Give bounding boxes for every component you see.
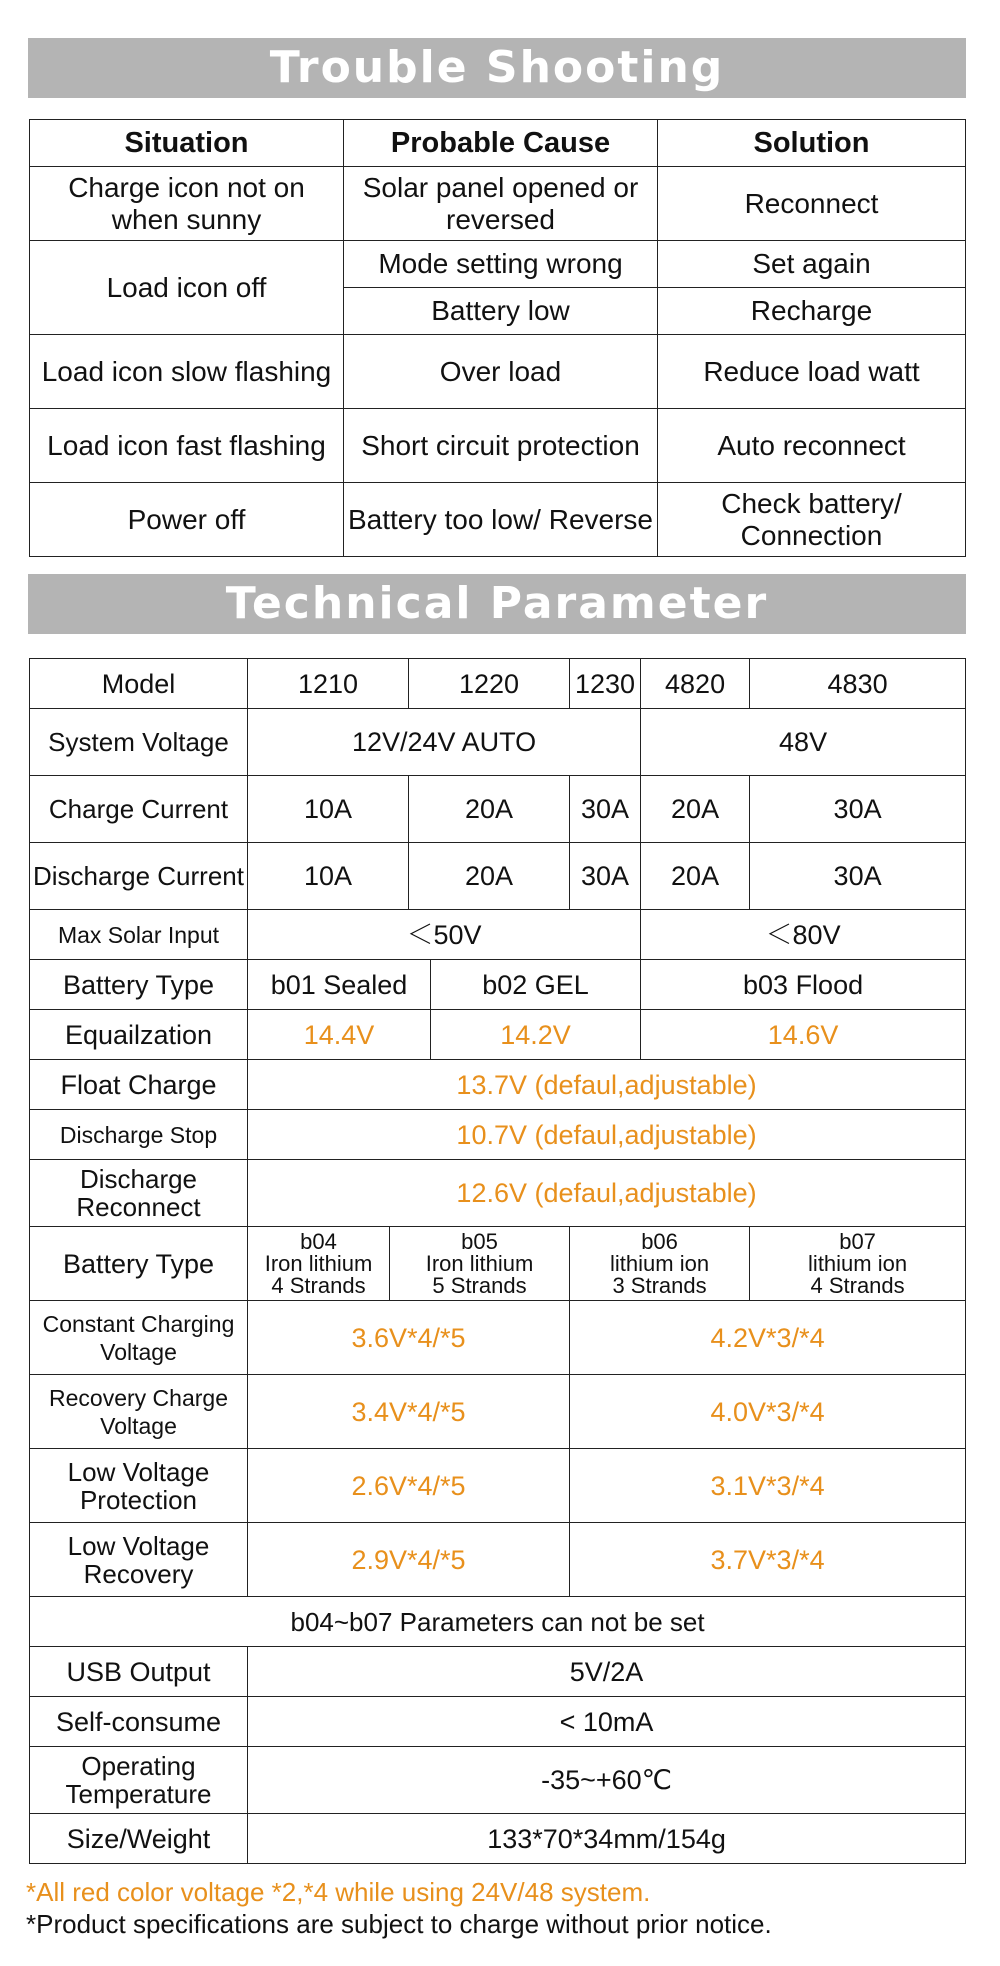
table-row-discharge-current (30, 843, 966, 910)
battery-strands: 4 Strands (271, 1272, 366, 1298)
table-row-operating-temperature (30, 1747, 966, 1814)
technical-parameter-title: Technical Parameter (28, 574, 966, 634)
table-row-model (30, 659, 966, 709)
charge-current-value: 20A (409, 776, 570, 843)
solution-cell: Check battery/ Connection (658, 483, 966, 557)
table-row-charge-current (30, 776, 966, 843)
battery-type-cell (390, 1227, 570, 1301)
cause-cell: Over load (344, 335, 658, 409)
situation-cell: Load icon fast flashing (30, 409, 344, 483)
float-charge-value: 13.7V (defaul,adjustable) (248, 1060, 966, 1110)
battery-chemistry: lithium ion (610, 1250, 710, 1276)
row-label: Discharge Reconnect (30, 1160, 248, 1227)
recovery-charge-value: 3.4V*4/*5 (248, 1375, 570, 1449)
system-voltage-value: 12V/24V AUTO (248, 709, 641, 776)
row-label: Low Voltage Recovery (30, 1523, 248, 1597)
usb-output-value: 5V/2A (248, 1647, 966, 1697)
table-row-low-voltage-recovery (30, 1523, 966, 1597)
row-label: Recovery Charge Voltage (30, 1375, 248, 1449)
recovery-charge-value: 4.0V*3/*4 (570, 1375, 966, 1449)
table-row (30, 409, 966, 483)
equalization-value: 14.4V (248, 1010, 431, 1060)
table-row-discharge-reconnect (30, 1160, 966, 1227)
system-voltage-value: 48V (641, 709, 966, 776)
charge-current-value: 30A (570, 776, 641, 843)
low-voltage-recovery-value: 3.7V*3/*4 (570, 1523, 966, 1597)
table-row-constant-charging-voltage (30, 1301, 966, 1375)
row-label: Discharge Stop (30, 1110, 248, 1160)
cause-cell: Battery too low/ Reverse (344, 483, 658, 557)
row-label: Self-consume (30, 1697, 248, 1747)
table-row-low-voltage-protection (30, 1449, 966, 1523)
discharge-stop-value: 10.7V (defaul,adjustable) (248, 1110, 966, 1160)
table-row-self-consume (30, 1697, 966, 1747)
table-row (30, 241, 966, 288)
battery-type-cell (750, 1227, 966, 1301)
row-label: Battery Type (30, 1227, 248, 1301)
low-voltage-protection-value: 2.6V*4/*5 (248, 1449, 570, 1523)
charge-current-value: 20A (641, 776, 750, 843)
model-value: 4830 (750, 659, 966, 709)
row-label: Battery Type (30, 960, 248, 1010)
battery-chemistry: Iron lithium (425, 1250, 534, 1276)
battery-strands: 3 Strands (612, 1272, 707, 1298)
model-value: 1210 (248, 659, 409, 709)
cause-cell: Solar panel opened or reversed (344, 167, 658, 241)
discharge-reconnect-value: 12.6V (defaul,adjustable) (248, 1160, 966, 1227)
table-row (30, 335, 966, 409)
table-row (30, 483, 966, 557)
red-voltage-note: *All red color voltage *2,*4 while using 24V/48 system. (26, 1877, 651, 1907)
header-situation: Situation (30, 120, 344, 167)
table-row-battery-type-1 (30, 960, 966, 1010)
battery-code: b07 (839, 1228, 876, 1254)
situation-cell: Charge icon not on when sunny (30, 167, 344, 241)
trouble-shooting-title: Trouble Shooting (28, 38, 966, 98)
charge-current-value: 30A (750, 776, 966, 843)
equalization-value: 14.6V (641, 1010, 966, 1060)
table-row-note (30, 1597, 966, 1647)
situation-cell: Power off (30, 483, 344, 557)
solution-cell: Recharge (658, 288, 966, 335)
low-voltage-protection-value: 3.1V*3/*4 (570, 1449, 966, 1523)
row-label: Low Voltage Protection (30, 1449, 248, 1523)
battery-chemistry: Iron lithium (264, 1250, 373, 1276)
equalization-value: 14.2V (431, 1010, 641, 1060)
charge-current-value: 10A (248, 776, 409, 843)
header-probable-cause: Probable Cause (344, 120, 658, 167)
self-consume-value: < 10mA (248, 1697, 966, 1747)
discharge-current-value: 10A (248, 843, 409, 910)
table-header-row (30, 120, 966, 167)
battery-chemistry: lithium ion (808, 1250, 908, 1276)
table-row-usb-output (30, 1647, 966, 1697)
battery-code: b05 (461, 1228, 498, 1254)
table-row-equalization (30, 1010, 966, 1060)
solution-cell: Auto reconnect (658, 409, 966, 483)
discharge-current-value: 20A (641, 843, 750, 910)
table-row-size-weight (30, 1814, 966, 1864)
situation-cell: Load icon slow flashing (30, 335, 344, 409)
solution-cell: Reconnect (658, 167, 966, 241)
row-label: USB Output (30, 1647, 248, 1697)
table-row-system-voltage (30, 709, 966, 776)
table-row-recovery-charge-voltage (30, 1375, 966, 1449)
row-label: Float Charge (30, 1060, 248, 1110)
battery-type-cell (248, 1227, 390, 1301)
table-row-battery-type-2 (30, 1227, 966, 1301)
trouble-shooting-table (29, 119, 966, 557)
battery-type-value: b01 Sealed (248, 960, 431, 1010)
discharge-current-value: 30A (570, 843, 641, 910)
battery-type-value: b02 GEL (431, 960, 641, 1010)
row-label: System Voltage (30, 709, 248, 776)
battery-type-cell (570, 1227, 750, 1301)
table-row-max-solar-input (30, 910, 966, 960)
header-solution: Solution (658, 120, 966, 167)
battery-strands: 4 Strands (810, 1272, 905, 1298)
table-row (30, 167, 966, 241)
constant-charging-value: 3.6V*4/*5 (248, 1301, 570, 1375)
row-label: Max Solar Input (30, 910, 248, 960)
row-label: Model (30, 659, 248, 709)
battery-code: b04 (300, 1228, 337, 1254)
technical-parameter-table (29, 658, 966, 1864)
size-weight-value: 133*70*34mm/154g (248, 1814, 966, 1864)
solution-cell: Set again (658, 241, 966, 288)
parameters-note: b04~b07 Parameters can not be set (30, 1597, 966, 1647)
specification-note: *Product specifications are subject to charge without prior notice. (26, 1909, 772, 1939)
battery-strands: 5 Strands (432, 1272, 527, 1298)
cause-cell: Short circuit protection (344, 409, 658, 483)
table-row-float-charge (30, 1060, 966, 1110)
model-value: 4820 (641, 659, 750, 709)
cause-cell: Battery low (344, 288, 658, 335)
discharge-current-value: 20A (409, 843, 570, 910)
discharge-current-value: 30A (750, 843, 966, 910)
model-value: 1220 (409, 659, 570, 709)
max-solar-input-value: ＜50V (248, 910, 641, 960)
row-label: Constant Charging Voltage (30, 1301, 248, 1375)
footnotes (26, 1876, 976, 1940)
row-label: Size/Weight (30, 1814, 248, 1864)
operating-temperature-value: -35~+60℃ (248, 1747, 966, 1814)
row-label: Charge Current (30, 776, 248, 843)
situation-cell: Load icon off (30, 241, 344, 335)
row-label: Operating Temperature (30, 1747, 248, 1814)
cause-cell: Mode setting wrong (344, 241, 658, 288)
table-row-discharge-stop (30, 1110, 966, 1160)
model-value: 1230 (570, 659, 641, 709)
row-label: Equailzation (30, 1010, 248, 1060)
row-label: Discharge Current (30, 843, 248, 910)
solution-cell: Reduce load watt (658, 335, 966, 409)
max-solar-input-value: ＜80V (641, 910, 966, 960)
constant-charging-value: 4.2V*3/*4 (570, 1301, 966, 1375)
battery-code: b06 (641, 1228, 678, 1254)
low-voltage-recovery-value: 2.9V*4/*5 (248, 1523, 570, 1597)
battery-type-value: b03 Flood (641, 960, 966, 1010)
